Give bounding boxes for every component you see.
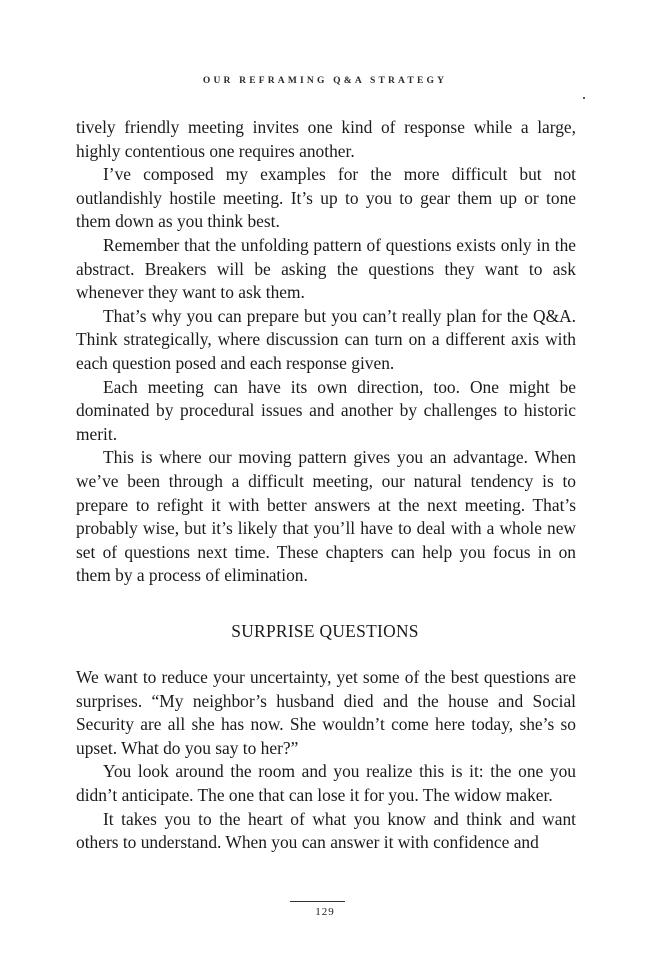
paragraph: That’s why you can prepare but you can’t really plan for the Q&A. Think strategically, where discussion can turn on a different axis with each question posed and each response given. xyxy=(76,305,576,373)
paragraph: It takes you to the heart of what you know and think and want others to understand. When you can answer it with confidence and xyxy=(76,808,576,853)
body-text-top xyxy=(76,116,576,588)
corner-mark xyxy=(583,97,585,99)
paragraph: I’ve composed my examples for the more difficult but not outlandishly hostile meeting. It’s up to you to gear them up or tone them down as you think best. xyxy=(76,164,576,232)
body-text-bottom xyxy=(76,666,576,855)
page-number: 129 xyxy=(315,906,335,918)
paragraph-continuation: tively friendly meeting invites one kind of response while a large, highly contentious one requires another. xyxy=(76,117,576,161)
section-heading: SURPRISE QUESTIONS xyxy=(231,621,419,641)
paragraph: You look around the room and you realize this is it: the one you didn’t anticipate. The one that can lose it for you. The widow maker. xyxy=(76,761,576,805)
running-head: OUR REFRAMING Q&A STRATEGY xyxy=(202,76,448,86)
paragraph: Each meeting can have its own direction, too. One might be dominated by procedural issues and another by challenges to historic merit. xyxy=(76,376,576,444)
footer-rule xyxy=(290,901,345,902)
paragraph: This is where our moving pattern gives you an advantage. When we’ve been through a difficult meeting, our natural tendency is to prepare to refight it with better answers at the next meeting. That’s probably wise, but it’s likely that you’ll have to deal with a whole new set of questions next time. These chapters can help you focus in on them by a process of elimination. xyxy=(76,447,576,586)
paragraph: We want to reduce your uncertainty, yet some of the best questions are surprises. “My neighbor’s husband died and the house and Social Security are all she has now. She wouldn’t come here today, she’s so upset. What do you say to her?” xyxy=(76,667,576,758)
paragraph: Remember that the unfolding pattern of questions exists only in the abstract. Breakers will be asking the questions they want to ask whenever they want to ask them. xyxy=(76,234,576,303)
